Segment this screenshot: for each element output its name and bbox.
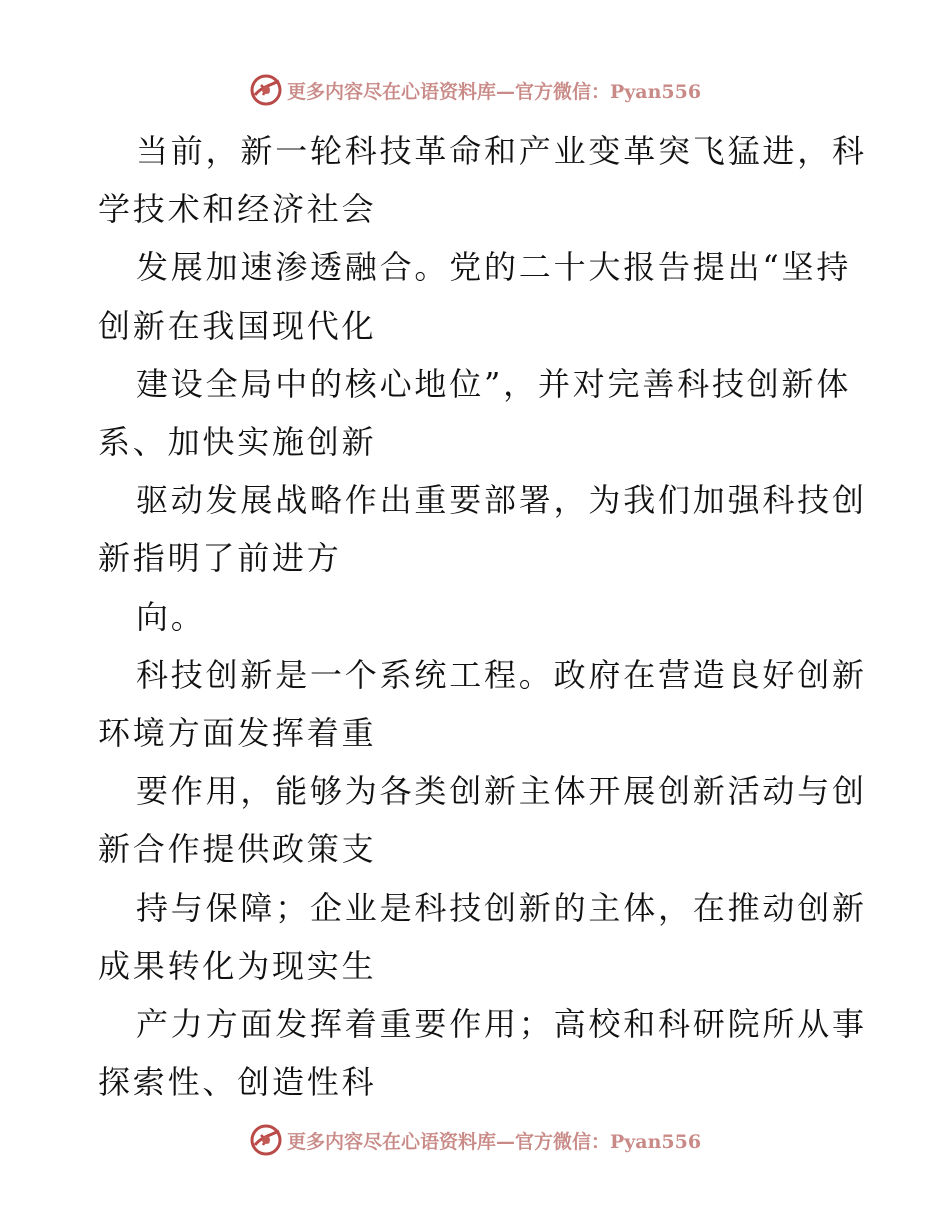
text-line: 新合作提供政策支 xyxy=(98,830,377,869)
banner-text: 更多内容尽在心语资料库—官方微信：Pyan556 xyxy=(286,1130,702,1153)
text-line: 当前，新一轮科技革命和产业变革突飞猛进，科 xyxy=(136,132,867,170)
text-line: 科技创新是一个系统工程。政府在营造良好创新 xyxy=(136,655,867,694)
text-line: 建设全局中的核心地位”，并对完善科技创新体 xyxy=(136,364,852,403)
text-line: 系、加快实施创新 xyxy=(98,423,377,462)
text-line: 发展加速渗透融合。党的二十大报告提出“坚持 xyxy=(136,248,852,287)
text-line: 向。 xyxy=(136,597,206,636)
header-banner xyxy=(0,70,950,110)
document-body xyxy=(98,122,867,1111)
text-line: 创新在我国现代化 xyxy=(98,306,377,345)
text-line: 成果转化为现实生 xyxy=(98,946,377,985)
text-line: 要作用，能够为各类创新主体开展创新活动与创 xyxy=(136,772,867,811)
text-line: 产力方面发挥着重要作用；高校和科研院所从事 xyxy=(136,1005,867,1044)
paragraph-lines xyxy=(98,122,867,1111)
banner-text: 更多内容尽在心语资料库—官方微信：Pyan556 xyxy=(286,80,702,103)
footer-banner xyxy=(0,1120,950,1160)
text-line: 持与保障；企业是科技创新的主体，在推动创新 xyxy=(136,888,867,927)
text-line: 驱动发展战略作出重要部署，为我们加强科技创 xyxy=(136,481,867,520)
text-line: 新指明了前进方 xyxy=(98,539,342,578)
text-line: 环境方面发挥着重 xyxy=(98,714,377,753)
brand-logo-icon xyxy=(249,73,283,107)
text-line: 探索性、创造性科 xyxy=(98,1063,377,1102)
brand-logo-icon xyxy=(249,1123,283,1157)
text-line: 学技术和经济社会 xyxy=(98,190,377,229)
